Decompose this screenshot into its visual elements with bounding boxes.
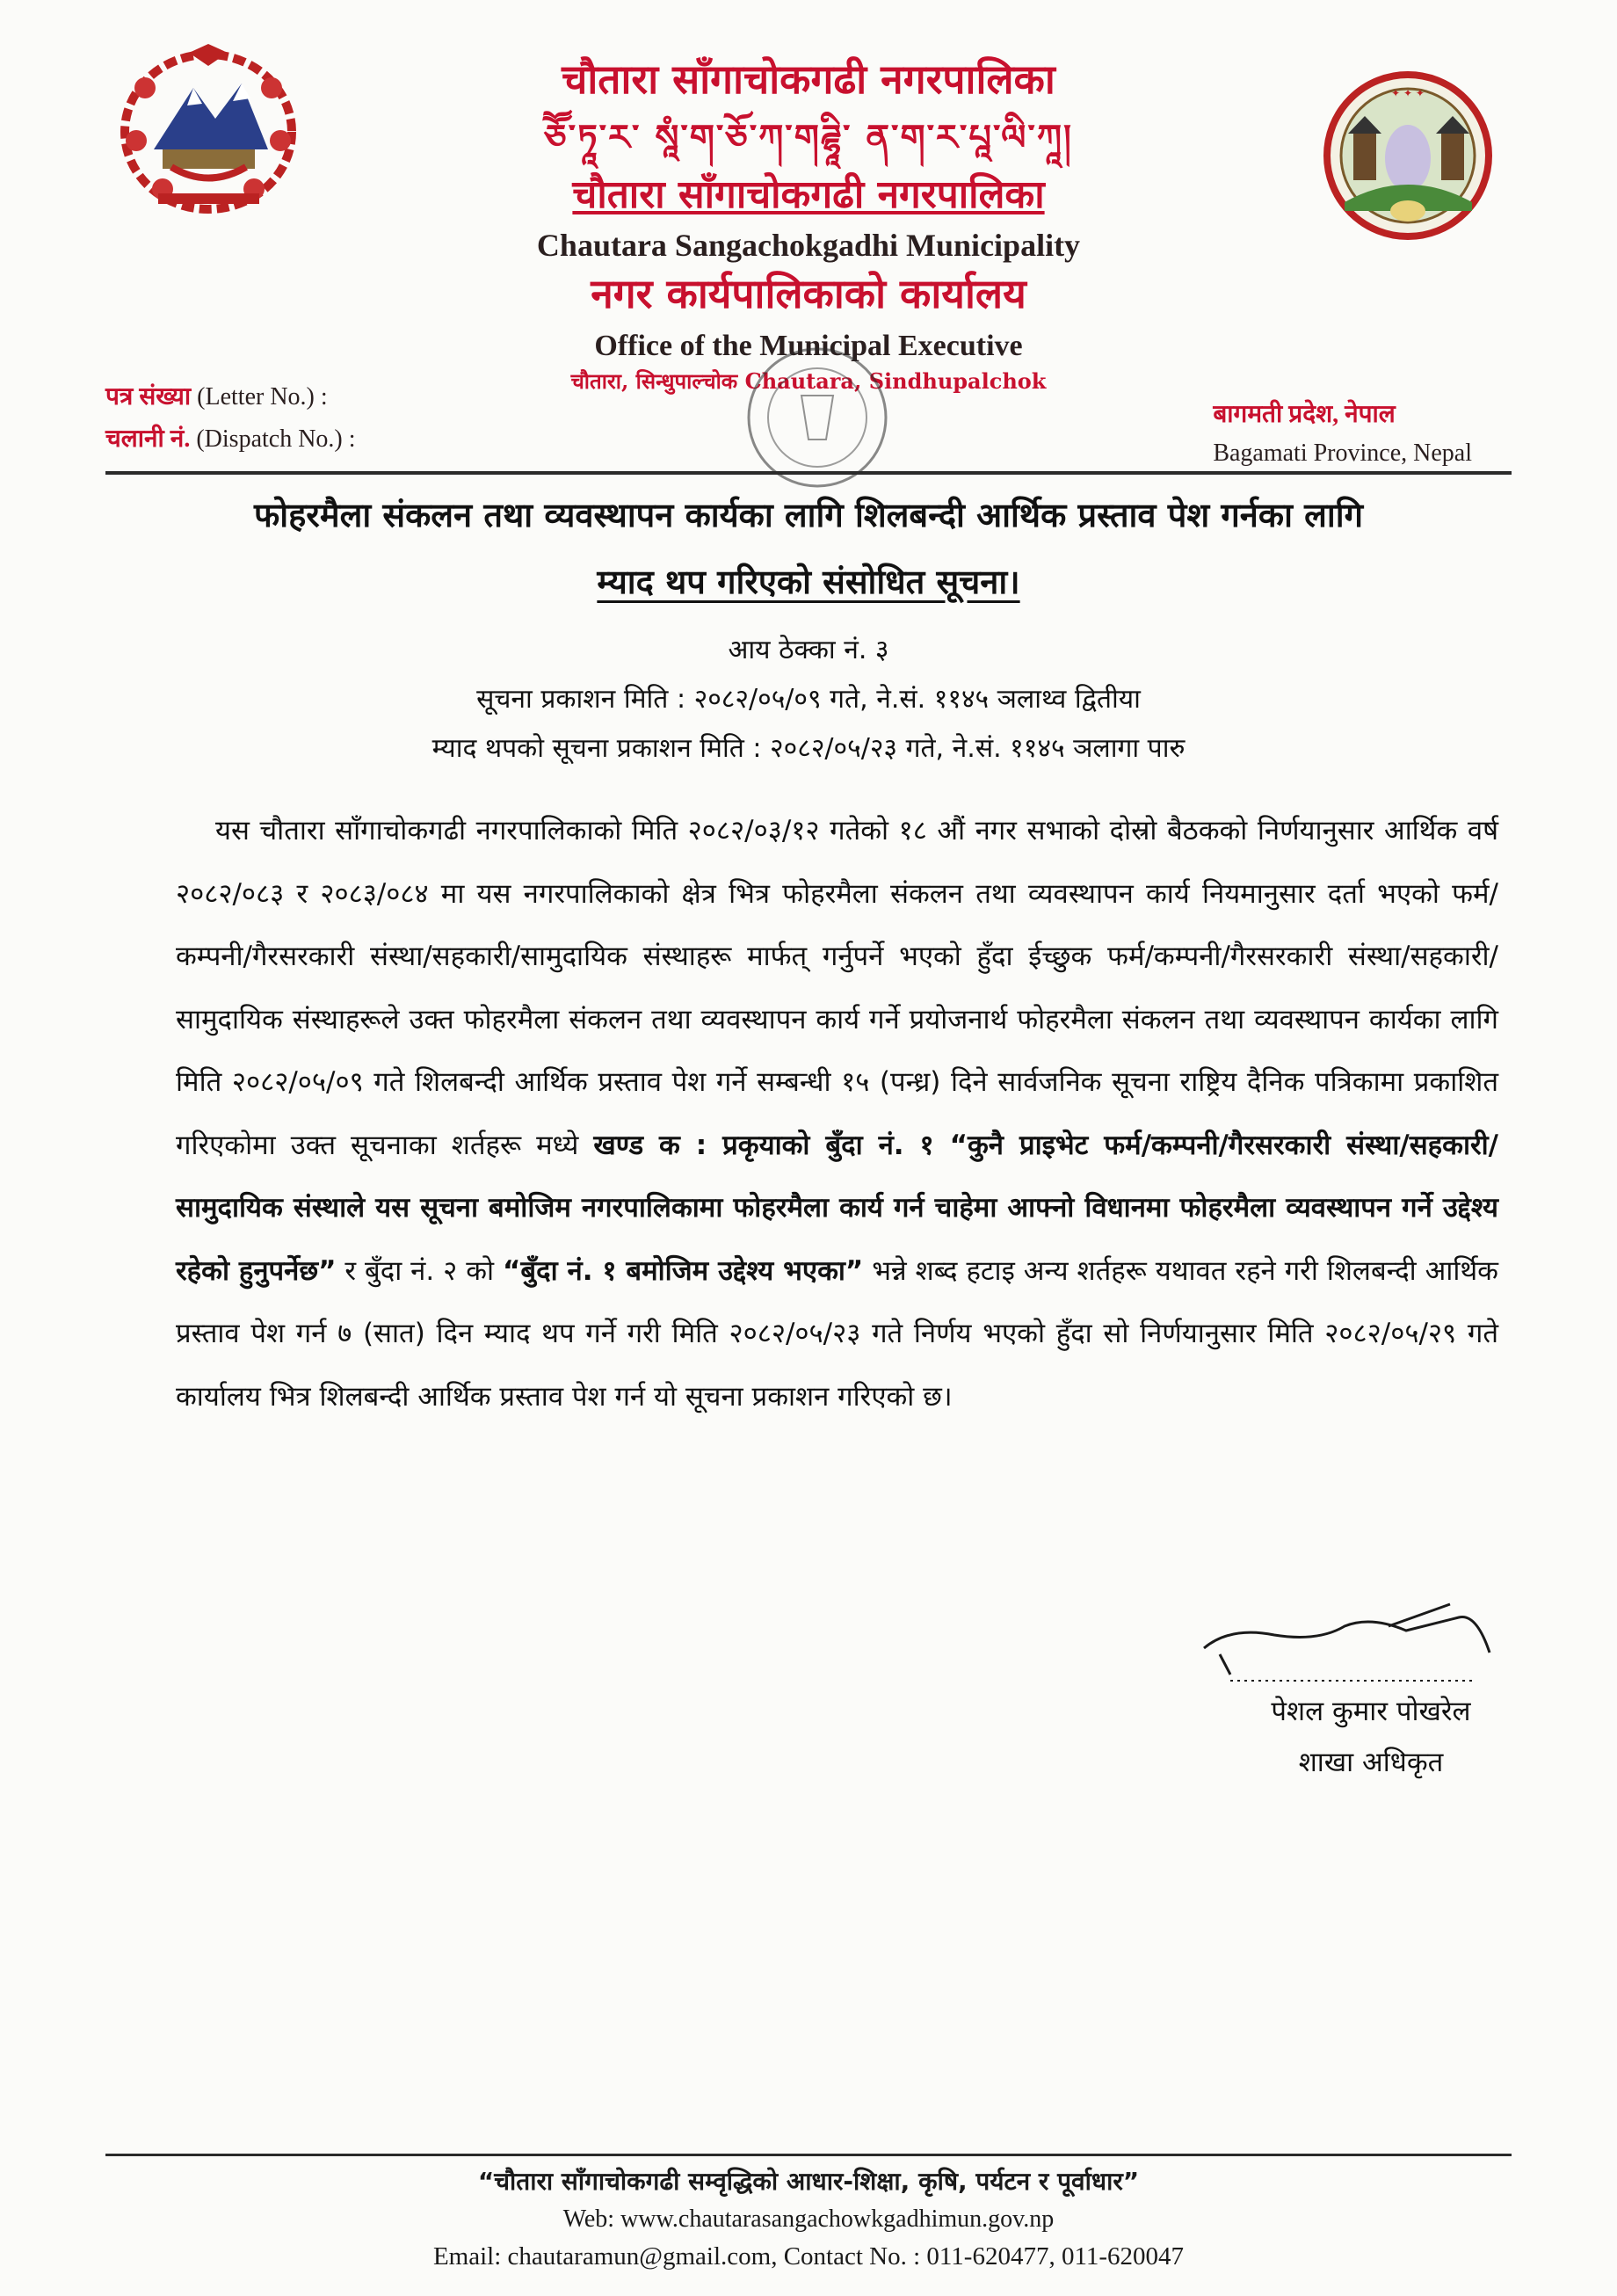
nepal-emblem-icon: [110, 35, 308, 220]
footer-divider: [105, 2154, 1512, 2156]
footer-contact: Email: chautaramun@gmail.com, Contact No. : 011-620477, 011-620047: [432, 2242, 1185, 2271]
municipality-logo-icon: [1318, 70, 1498, 242]
signer-name: पेशल कुमार पोखरेल: [1271, 1696, 1471, 1727]
letter-number-row: [105, 376, 356, 418]
letter-number-label-en: (Letter No.) :: [197, 383, 328, 411]
office-name-english: Office of the Municipal Executive: [594, 330, 1023, 362]
notice-subject: [105, 482, 1512, 615]
subject-line-2: म्याद थप गरिएको संसोधित सूचना।: [597, 563, 1020, 601]
extension-date: म्याद थपको सूचना प्रकाशन मिति : २०८२/०५/२३ गते, ने.सं. ११४५ ञलागा पारु: [431, 733, 1186, 764]
dispatch-number-label-en: (Dispatch No.) :: [196, 425, 356, 453]
municipality-name-script: चौतारा साँगाचोकगढी नगरपालिका: [572, 172, 1045, 217]
office-address: चौतारा, सिन्धुपाल्चोक Chautara, Sindhupalchok: [570, 368, 1047, 394]
province-nepali: बागमती प्रदेश, नेपाल: [1213, 401, 1396, 428]
province-block: [1213, 396, 1472, 473]
body-part-2: र बुँदा नं. २ को: [344, 1254, 495, 1287]
footer-website: Web: www.chautarasangachowkgadhimun.gov.np: [562, 2205, 1055, 2233]
notice-body: [176, 800, 1498, 1428]
signature-icon: [1195, 1600, 1512, 1697]
header-divider: [105, 471, 1512, 475]
dispatch-number-row: [105, 418, 356, 461]
signer-title: शाखा अधिकृत: [1298, 1747, 1444, 1778]
municipality-name-english: Chautara Sangachokgadhi Municipality: [536, 228, 1081, 263]
footer: [105, 2162, 1512, 2275]
office-name-nepali: नगर कार्यपालिकाको कार्यालय: [591, 270, 1026, 317]
municipality-name-tibetan: ཅཽ་ཏཱ་ར་ སཱཾ་ག་ཅོ་ཀ་གཌྷཱི་ ན་ག་ར་པཱ་ལི་ཀཱ།: [544, 117, 1073, 158]
office-stamp-icon: [703, 334, 932, 492]
dispatch-number-label-np: चलानी नं.: [105, 425, 191, 453]
footer-slogan: “चौतारा साँगाचोकगढी सम्वृद्धिको आधार-शिक्षा, कृषि, पर्यटन र पूर्वाधार”: [477, 2167, 1140, 2196]
body-bold-2: “बुँदा नं. १ बमोजिम उद्देश्य भएका”: [503, 1254, 864, 1287]
notice-meta: [105, 626, 1512, 774]
letter-number-block: [105, 376, 356, 461]
body-bold-1: खण्ड क : प्रकृयाको बुँदा नं. १ “कुनै प्राइभेट फर्म/कम्पनी/गैरसरकारी संस्था/सहकारी/सामुदायिक संस्थाले यस सूचना बमोजिम नगरपालिकामा फोहरमैला कार्य गर्न चाहेमा आफ्नो विधानमा फोहरमैला व्यवस्थापन गर्ने उद्देश्य रहेको हुनुपर्नेछ”: [176, 1129, 1498, 1287]
province-english: Bagamati Province, Nepal: [1213, 440, 1472, 467]
body-part-3: भन्ने शब्द हटाइ अन्य शर्तहरू यथावत रहने गरी शिलबन्दी आर्थिक प्रस्ताव पेश गर्न ७ (सात) दिन म्याद थप गर्ने गरी मिति २०८२/०५/२३ गते निर्णय भएको हुँदा सो निर्णयानुसार मिति २०८२/०५/२९ गते कार्यालय भित्र शिलबन्दी आर्थिक प्रस्ताव पेश गर्न यो सूचना प्रकाशन गरिएको छ।: [176, 1254, 1498, 1413]
contract-number: आय ठेक्का नं. ३: [728, 635, 889, 665]
signer-block: [1204, 1686, 1538, 1788]
letter-number-label-np: पत्र संख्या: [105, 383, 192, 411]
municipality-name-nepali: चौतारा साँगाचोकगढी नगरपालिका: [562, 55, 1055, 103]
body-part-1: यस चौतारा साँगाचोकगढी नगरपालिकाको मिति २०८२/०३/१२ गतेको १८ औं नगर सभाको दोस्रो बैठकको निर्णयानुसार आर्थिक वर्ष २०८२/०८३ र २०८३/०८४ मा यस नगरपालिकाको क्षेत्र भित्र फोहरमैला संकलन तथा व्यवस्थापन कार्य नियमानुसार दर्ता भएको फर्म/कम्पनी/गैरसरकारी संस्था/सहकारी/सामुदायिक संस्थाहरू मार्फत् गर्नुपर्ने भएको हुँदा ईच्छुक फर्म/कम्पनी/गैरसरकारी संस्था/सहकारी/सामुदायिक संस्थाहरूले उक्त फोहरमैला संकलन तथा व्यवस्थापन कार्य गर्ने प्रयोजनार्थ फोहरमैला संकलन तथा व्यवस्थापन कार्यका लागि मिति २०८२/०५/०९ गते शिलबन्दी आर्थिक प्रस्ताव पेश गर्ने सम्बन्धी १५ (पन्ध्र) दिने सार्वजनिक सूचना राष्ट्रिय दैनिक पत्रिकामा प्रकाशित गरिएकोमा उक्त सूचनाका शर्तहरू मध्ये: [176, 815, 1498, 1161]
svg-text:✦ ✦ ✦: ✦ ✦ ✦: [1391, 87, 1425, 99]
publish-date: सूचना प्रकाशन मिति : २०८२/०५/०९ गते, ने.सं. ११४५ ञलाथ्व द्वितीया: [476, 684, 1141, 715]
subject-line-1: फोहरमैला संकलन तथा व्यवस्थापन कार्यका लागि शिलबन्दी आर्थिक प्रस्ताव पेश गर्नका लागि: [253, 496, 1363, 534]
